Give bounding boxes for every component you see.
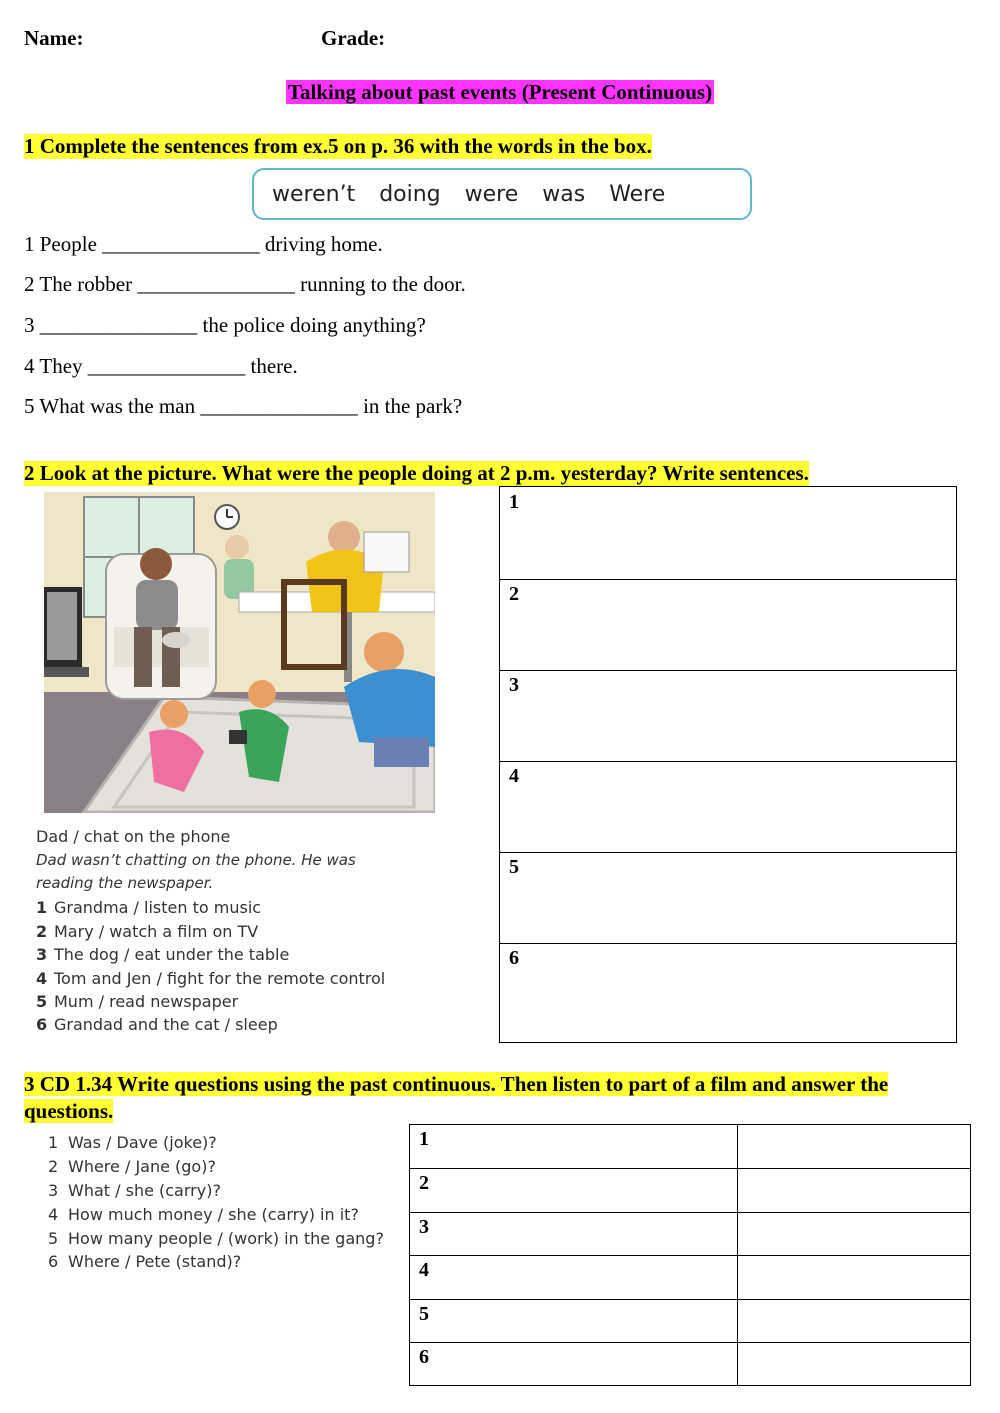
exercise-3-heading [24,1071,959,1125]
word-box-word: weren’t [272,181,356,207]
sentence-1: 1 People _______________ driving home. [24,232,383,256]
prompt-item [36,898,261,917]
table-row-divider [410,1255,970,1256]
prompt-item [36,1015,278,1034]
question-number: 3 [48,1181,59,1200]
worksheet-title [0,80,1000,105]
answer-grid [499,486,957,1043]
sentence-4: 4 They _______________ there. [24,354,298,378]
prompt-number: 6 [36,1015,48,1034]
word-box-word: Were [609,181,666,207]
prompt-item [36,922,258,941]
sentence-2: 2 The robber _______________ running to the door. [24,272,466,296]
question-number: 4 [48,1205,59,1224]
prompt-number: 3 [36,945,48,964]
question-number: 5 [48,1229,59,1248]
question-answer-table [409,1124,971,1386]
question-item [48,1205,359,1224]
question-item [48,1133,217,1152]
answer-divider [500,670,956,671]
prompt-number: 1 [36,898,48,917]
sentence-3: 3 _______________ the police doing anything? [24,313,426,337]
exercise-1-heading: 1 Complete the sentences from ex.5 on p. 36 with the words in the box. [24,134,652,158]
prompt-text: Mum / read newspaper [54,992,239,1011]
answer-cell-6[interactable]: 6 [509,947,519,969]
table-cell-6[interactable]: 6 [419,1346,429,1368]
example-answer: Dad wasn’t chatting on the phone. He was reading the newspaper. [36,851,356,892]
name-label: Name: [24,26,84,50]
table-row-divider [410,1342,970,1343]
question-number: 2 [48,1157,59,1176]
answer-divider [500,761,956,762]
prompt-text: Tom and Jen / fight for the remote control [54,969,386,988]
answer-divider [500,943,956,944]
example-prompt: Dad / chat on the phone [36,827,231,846]
prompt-item [36,969,385,988]
prompt-item [36,992,238,1011]
question-text: Was / Dave (joke)? [68,1133,217,1152]
table-row-divider [410,1168,970,1169]
question-item [48,1252,241,1271]
sentence-5: 5 What was the man _______________ in the park? [24,394,463,418]
answer-cell-4[interactable]: 4 [509,765,519,787]
answer-divider [500,852,956,853]
answer-cell-3[interactable]: 3 [509,674,519,696]
word-box-word: were [464,181,519,207]
exercise-2-heading: 2 Look at the picture. What were the people doing at 2 p.m. yesterday? Write sentences. [24,461,809,485]
question-item [48,1229,384,1248]
answer-cell-5[interactable]: 5 [509,856,519,878]
grade-label: Grade: [321,26,386,50]
table-cell-1[interactable]: 1 [419,1128,429,1150]
prompt-text: Grandma / listen to music [54,898,262,917]
prompt-text: The dog / eat under the table [54,945,290,964]
word-box-word: doing [379,181,441,207]
prompt-number: 2 [36,922,48,941]
answer-divider [500,579,956,580]
table-cell-4[interactable]: 4 [419,1259,429,1281]
answer-cell-1[interactable]: 1 [509,491,519,513]
living-room-illustration [44,492,435,813]
question-text: Where / Pete (stand)? [68,1252,242,1271]
prompt-number: 5 [36,992,48,1011]
question-text: How many people / (work) in the gang? [68,1229,384,1248]
answer-cell-2[interactable]: 2 [509,583,519,605]
question-item [48,1157,216,1176]
prompt-number: 4 [36,969,48,988]
question-text: How much money / she (carry) in it? [68,1205,359,1224]
prompt-text: Grandad and the cat / sleep [54,1015,278,1034]
question-number: 1 [48,1133,59,1152]
exercise-3-heading-text: 3 CD 1.34 Write questions using the past continuous. Then listen to part of a film and answer the questions. [24,1072,889,1123]
table-cell-5[interactable]: 5 [419,1303,429,1325]
question-text: What / she (carry)? [68,1181,221,1200]
word-box-word: was [542,181,586,207]
word-box [252,168,752,220]
question-text: Where / Jane (go)? [68,1157,216,1176]
table-cell-2[interactable]: 2 [419,1172,429,1194]
prompt-text: Mary / watch a film on TV [54,922,259,941]
question-number: 6 [48,1252,59,1271]
worksheet-title-text: Talking about past events (Present Continuous) [287,80,713,104]
table-row-divider [410,1299,970,1300]
table-row-divider [410,1212,970,1213]
prompt-item [36,945,289,964]
table-cell-3[interactable]: 3 [419,1216,429,1238]
question-item [48,1181,221,1200]
